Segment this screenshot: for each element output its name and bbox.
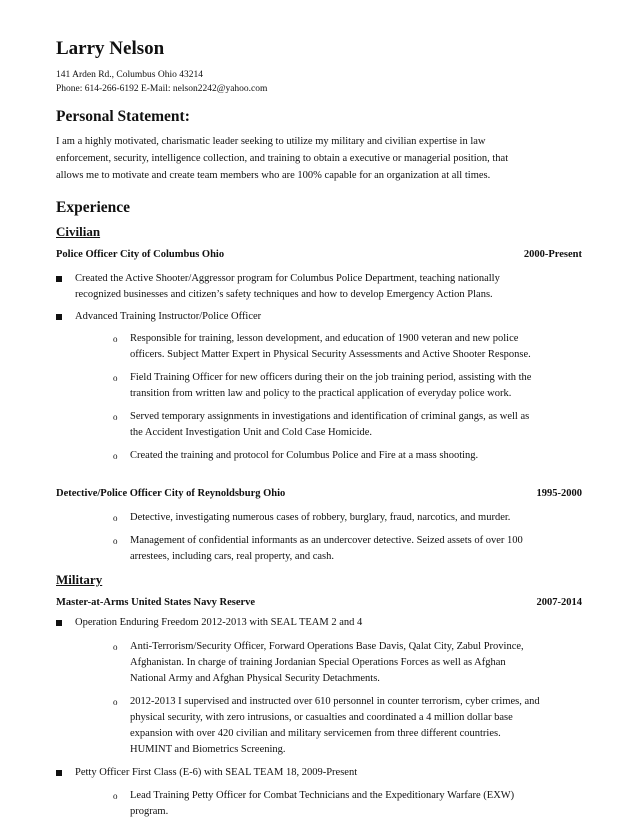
sub-bullet-item: [56, 409, 582, 441]
job-dates: 2007-2014: [536, 597, 582, 608]
job-title: Police Officer City of Columbus Ohio: [56, 249, 225, 260]
sub-bullet-item: [56, 533, 582, 565]
address-line: 141 Arden Rd., Columbus Ohio 43214: [56, 70, 203, 80]
sub-bullet-line: National Army and Afghan Physical Security Detachments.: [130, 673, 380, 684]
sub-bullet-item: [56, 370, 582, 402]
sub-bullet-line: program.: [130, 806, 169, 817]
job-title: Master-at-Arms United States Navy Reserve: [56, 597, 256, 608]
sub-bullet-line: physical security, with zero intrusions, or casualties and coordinated a 4 million dollar base: [130, 712, 513, 723]
bullet-line: recognized businesses and citizen’s safety techniques and how to develop Emergency Action Plans.: [75, 289, 493, 300]
sub-bullet-item: [56, 331, 582, 363]
bullet-line: Advanced Training Instructor/Police Officer: [75, 311, 262, 322]
sub-bullet-line: transition from written law and policy to the practical application of everyday police work.: [130, 388, 512, 399]
experience-heading: Experience: [56, 199, 131, 216]
sub-bullet-line: HUMINT and Biometrics Screening.: [130, 744, 286, 755]
contact-block: [56, 68, 582, 96]
sub-bullet-line: the Accident Investigation Unit and Cold Case Homicide.: [130, 427, 373, 438]
circle-bullet-icon: o: [113, 791, 118, 801]
phone-email-line: Phone: 614-266-6192 E-Mail: nelson2242@yahoo.com: [56, 84, 268, 94]
sub-bullet-line: Field Training Officer for new officers during their on the job training period, assisting with the: [130, 372, 532, 383]
job-header: [56, 247, 582, 263]
circle-bullet-icon: o: [113, 697, 118, 707]
square-bullet-icon: [56, 770, 62, 776]
sub-bullet-line: Afghanistan. In charge of training Jordanian Special Operations Forces as well as Afghan: [130, 657, 506, 668]
sub-bullet-line: Served temporary assignments in investigations and identification of criminal gangs, as well as: [130, 411, 530, 422]
bullet-line: Petty Officer First Class (E-6) with SEAL TEAM 18, 2009-Present: [75, 767, 358, 778]
circle-bullet-icon: o: [113, 451, 118, 461]
sub-bullet-line: Detective, investigating numerous cases of robbery, burglary, fraud, narcotics, and murder.: [130, 512, 511, 523]
military-heading: Military: [56, 572, 103, 587]
sub-bullet-line: Created the training and protocol for Columbus Police and Fire at a mass shooting.: [130, 450, 479, 461]
square-bullet-icon: [56, 620, 62, 626]
personal-statement-text: [56, 133, 582, 184]
statement-line: enforcement, security, intelligence collection, and training to obtain a executive or managerial position, that: [56, 153, 509, 164]
sub-bullet-item: [56, 694, 582, 758]
sub-bullet-line: expansion with over 420 civilian and military servicemen from three different countries.: [130, 728, 501, 739]
sub-bullet-line: officers. Subject Matter Expert in Physical Security Assessments and Active Shooter Response.: [130, 349, 531, 360]
candidate-name: Larry Nelson: [56, 38, 165, 59]
sub-bullet-item: [56, 448, 582, 464]
sub-bullet-item: [56, 510, 582, 526]
bullet-item: [56, 615, 582, 631]
job-header: [56, 595, 582, 611]
job-dates: 2000-Present: [523, 249, 582, 260]
job-header: [56, 486, 582, 502]
circle-bullet-icon: o: [113, 334, 118, 344]
sub-bullet-item: [56, 639, 582, 687]
bullet-line: Operation Enduring Freedom 2012-2013 with SEAL TEAM 2 and 4: [75, 617, 363, 628]
square-bullet-icon: [56, 276, 62, 282]
job-dates: 1995-2000: [536, 488, 582, 499]
civilian-heading: Civilian: [56, 224, 101, 239]
statement-line: allows me to motivate and create team members who are 100% capable for an organization at all times.: [56, 170, 491, 181]
personal-statement-heading: Personal Statement:: [56, 108, 190, 125]
sub-bullet-line: Responsible for training, lesson development, and education of 1900 veteran and new police: [130, 333, 519, 344]
resume-page: [56, 36, 582, 820]
circle-bullet-icon: o: [113, 642, 118, 652]
bullet-item: [56, 765, 582, 781]
statement-line: I am a highly motivated, charismatic leader seeking to utilize my military and civilian expertise in law: [56, 136, 486, 147]
sub-bullet-line: 2012-2013 I supervised and instructed over 610 personnel in counter terrorism, cyber crimes, and: [130, 696, 540, 707]
sub-bullet-item: [56, 788, 582, 820]
sub-bullet-line: Management of confidential informants as an undercover detective. Seized assets of over 100: [130, 535, 523, 546]
square-bullet-icon: [56, 314, 62, 320]
circle-bullet-icon: o: [113, 412, 118, 422]
sub-bullet-line: arrestees, including cars, real property, and cash.: [130, 551, 334, 562]
circle-bullet-icon: o: [113, 373, 118, 383]
bullet-line: Created the Active Shooter/Aggressor program for Columbus Police Department, teaching nationally: [75, 273, 500, 284]
bullet-item: [56, 309, 582, 325]
job-title: Detective/Police Officer City of Reynoldsburg Ohio: [56, 488, 286, 499]
sub-bullet-line: Lead Training Petty Officer for Combat Technicians and the Expeditionary Warfare (EXW): [130, 790, 515, 801]
sub-bullet-line: Anti-Terrorism/Security Officer, Forward Operations Base Davis, Qalat City, Zabul Province,: [130, 641, 524, 652]
bullet-item: [56, 271, 582, 303]
circle-bullet-icon: o: [113, 536, 118, 546]
circle-bullet-icon: o: [113, 513, 118, 523]
